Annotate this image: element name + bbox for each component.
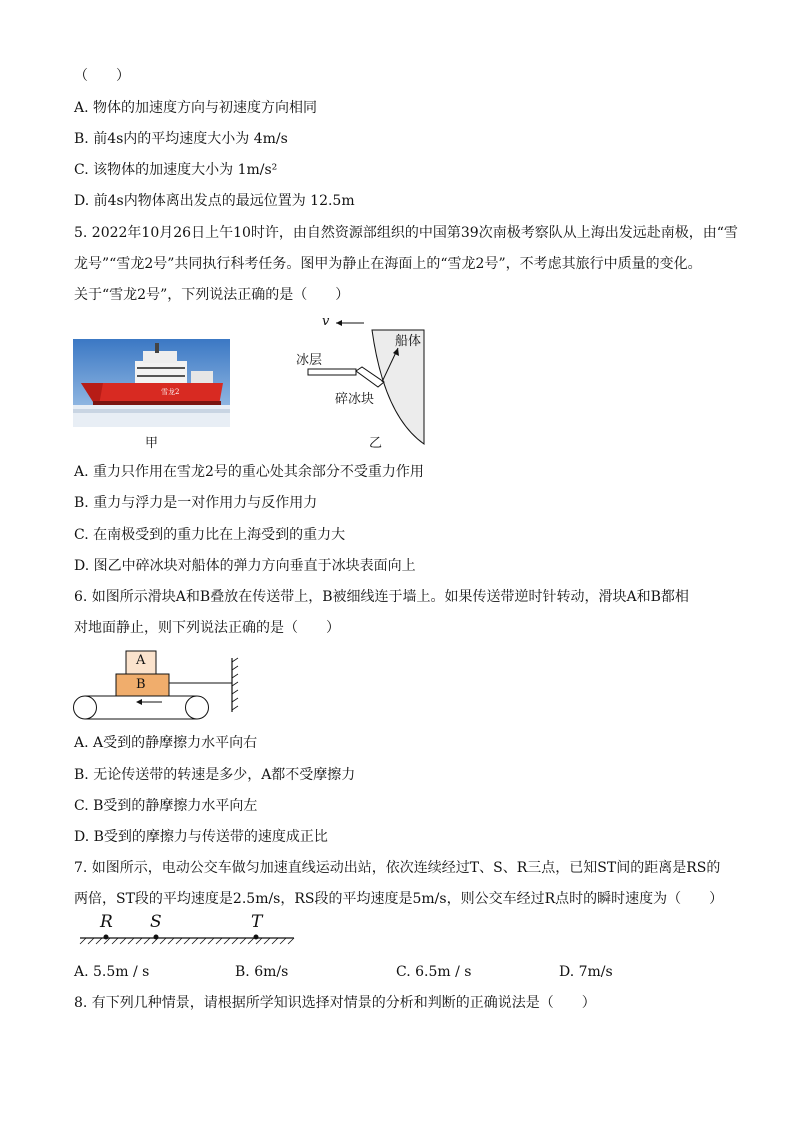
point-s-label: S xyxy=(150,912,162,932)
q4-paren: （ ） xyxy=(74,68,130,84)
hull-label: 船体 xyxy=(395,334,422,349)
q7-stem-line2: 两倍，ST段的平均速度是2.5m/s，RS段的平均速度是5m/s，则公交车经过R点时的瞬时速度为（ ） xyxy=(74,891,724,907)
q6-stem-line1: 6. 如图所示滑块A和B叠放在传送带上，B被细线连于墙上。如果传送带逆时针转动，滑块A和B都相 xyxy=(74,589,689,605)
q5-option-b: B. 重力与浮力是一对作用力与反作用力 xyxy=(74,495,318,511)
ship-photo xyxy=(73,339,230,427)
svg-text:雪龙2: 雪龙2 xyxy=(161,388,180,396)
q4-option-d: D. 前4s内物体离出发点的最远位置为 12.5m xyxy=(74,193,355,209)
broken-ice-label: 碎冰块 xyxy=(335,392,375,407)
q6-stem-line2: 对地面静止，则下列说法正确的是（ ） xyxy=(74,620,340,636)
road-diagram xyxy=(78,930,298,952)
point-t-label: T xyxy=(251,912,263,932)
point-r-label: R xyxy=(100,912,113,932)
q5-option-d: D. 图乙中碎冰块对船体的弹力方向垂直于冰块表面向上 xyxy=(74,558,416,574)
q7-option-c: C. 6.5m / s xyxy=(396,964,472,980)
q8-stem: 8. 有下列几种情景，请根据所学知识选择对情景的分析和判断的正确说法是（ ） xyxy=(74,995,596,1011)
q4-option-c: C. 该物体的加速度大小为 1m/s² xyxy=(74,162,278,178)
velocity-label: v xyxy=(322,314,330,329)
figure-b-caption: 乙 xyxy=(369,436,383,451)
q5-stem-line1: 5. 2022年10月26日上午10时许，由自然资源部组织的中国第39次南极考察队从上海出发远赴南极，由“雪 xyxy=(74,225,738,241)
conveyor-diagram xyxy=(70,648,240,724)
q5-stem-line2: 龙号”“雪龙2号”共同执行科考任务。图甲为静止在海面上的“雪龙2号”，不考虑其旅行中质量的变化。 xyxy=(74,256,702,272)
q5-stem-line3: 关于“雪龙2号”，下列说法正确的是（ ） xyxy=(74,287,350,303)
q5-option-a: A. 重力只作用在雪龙2号的重心处其余部分不受重力作用 xyxy=(74,464,424,480)
q7-stem-line1: 7. 如图所示，电动公交车做匀加速直线运动出站，依次连续经过T、S、R三点，已知ST间的距离是RS的 xyxy=(74,860,721,876)
ice-layer-label: 冰层 xyxy=(296,353,323,368)
q6-option-d: D. B受到的摩擦力与传送带的速度成正比 xyxy=(74,829,328,845)
q6-option-b: B. 无论传送带的转速是多少，A都不受摩擦力 xyxy=(74,767,356,783)
block-b-label: B xyxy=(136,677,146,692)
q6-option-a: A. A受到的静摩擦力水平向右 xyxy=(74,735,258,751)
figure-a-caption: 甲 xyxy=(145,436,159,451)
q4-option-b: B. 前4s内的平均速度大小为 4m/s xyxy=(74,131,288,147)
q7-option-a: A. 5.5m / s xyxy=(74,964,150,980)
q4-option-a: A. 物体的加速度方向与初速度方向相同 xyxy=(74,100,318,116)
block-a-label: A xyxy=(136,653,146,668)
q5-option-c: C. 在南极受到的重力比在上海受到的重力大 xyxy=(74,527,346,543)
q6-option-c: C. B受到的静摩擦力水平向左 xyxy=(74,798,258,814)
q7-option-b: B. 6m/s xyxy=(235,964,289,980)
q7-option-d: D. 7m/s xyxy=(559,964,613,980)
